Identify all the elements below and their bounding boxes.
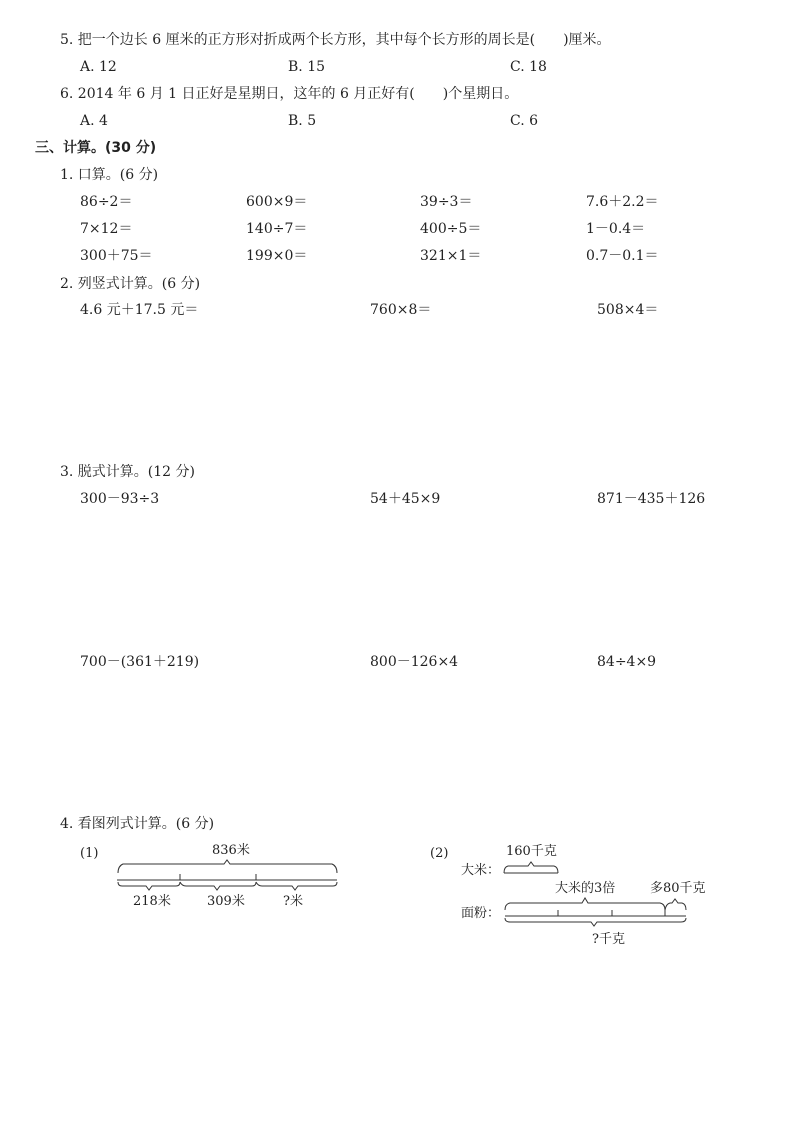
stepwise-item: 871－435＋126 <box>597 491 706 507</box>
oral-item: 400÷5＝ <box>420 221 482 237</box>
stepwise-title: 3. 脱式计算。(12 分) <box>60 464 195 480</box>
question-5: 5. 把一个边长 6 厘米的正方形对折成两个长方形，其中每个长方形的周长是( )厘米。 <box>60 32 611 48</box>
oral-item: 7×12＝ <box>80 221 133 237</box>
oral-item: 0.7－0.1＝ <box>586 248 659 264</box>
option-a: A. 12 <box>80 59 117 75</box>
option-c: C. 6 <box>510 113 539 129</box>
diagram-2-label: (2) <box>430 846 449 861</box>
oral-item: 321×1＝ <box>420 248 482 264</box>
question-6: 6. 2014 年 6 月 1 日正好是星期日，这年的 6 月正好有( )个星期日。 <box>60 86 519 102</box>
oral-item: 39÷3＝ <box>420 194 473 210</box>
total-label: 836米 <box>212 843 250 858</box>
more-label: 多80千克 <box>650 881 706 896</box>
part-label: ?米 <box>283 894 303 909</box>
section-title: 三、计算。(30 分) <box>35 140 157 156</box>
question-label: ?千克 <box>592 932 625 947</box>
oral-item: 86÷2＝ <box>80 194 133 210</box>
oral-item: 7.6＋2.2＝ <box>586 194 659 210</box>
stepwise-item: 800－126×4 <box>370 654 459 670</box>
option-c: C. 18 <box>510 59 547 75</box>
times-label: 大米的3倍 <box>555 881 616 896</box>
rice-label: 大米： <box>461 863 501 878</box>
vertical-item: 4.6 元＋17.5 元＝ <box>80 302 199 318</box>
oral-title: 1. 口算。(6 分) <box>60 167 159 183</box>
option-b: B. 15 <box>288 59 326 75</box>
option-a: A. 4 <box>80 113 108 129</box>
brace-total <box>118 860 337 873</box>
diagram-1-label: (1) <box>80 846 99 861</box>
vertical-title: 2. 列竖式计算。(6 分) <box>60 276 201 292</box>
rice-amount: 160千克 <box>506 844 557 859</box>
diagram-title: 4. 看图列式计算。(6 分) <box>60 816 215 832</box>
stepwise-item: 300－93÷3 <box>80 491 160 507</box>
stepwise-item: 84÷4×9 <box>597 654 657 670</box>
oral-item: 300＋75＝ <box>80 248 153 264</box>
part-label: 309米 <box>207 894 245 909</box>
vertical-item: 508×4＝ <box>597 302 659 318</box>
oral-item: 199×0＝ <box>246 248 308 264</box>
oral-item: 140÷7＝ <box>246 221 308 237</box>
flour-label: 面粉： <box>461 906 501 921</box>
oral-item: 1－0.4＝ <box>586 221 646 237</box>
vertical-item: 760×8＝ <box>370 302 432 318</box>
option-b: B. 5 <box>288 113 317 129</box>
stepwise-item: 700－(361＋219) <box>80 654 200 670</box>
oral-item: 600×9＝ <box>246 194 308 210</box>
part-label: 218米 <box>133 894 171 909</box>
stepwise-item: 54＋45×9 <box>370 491 441 507</box>
